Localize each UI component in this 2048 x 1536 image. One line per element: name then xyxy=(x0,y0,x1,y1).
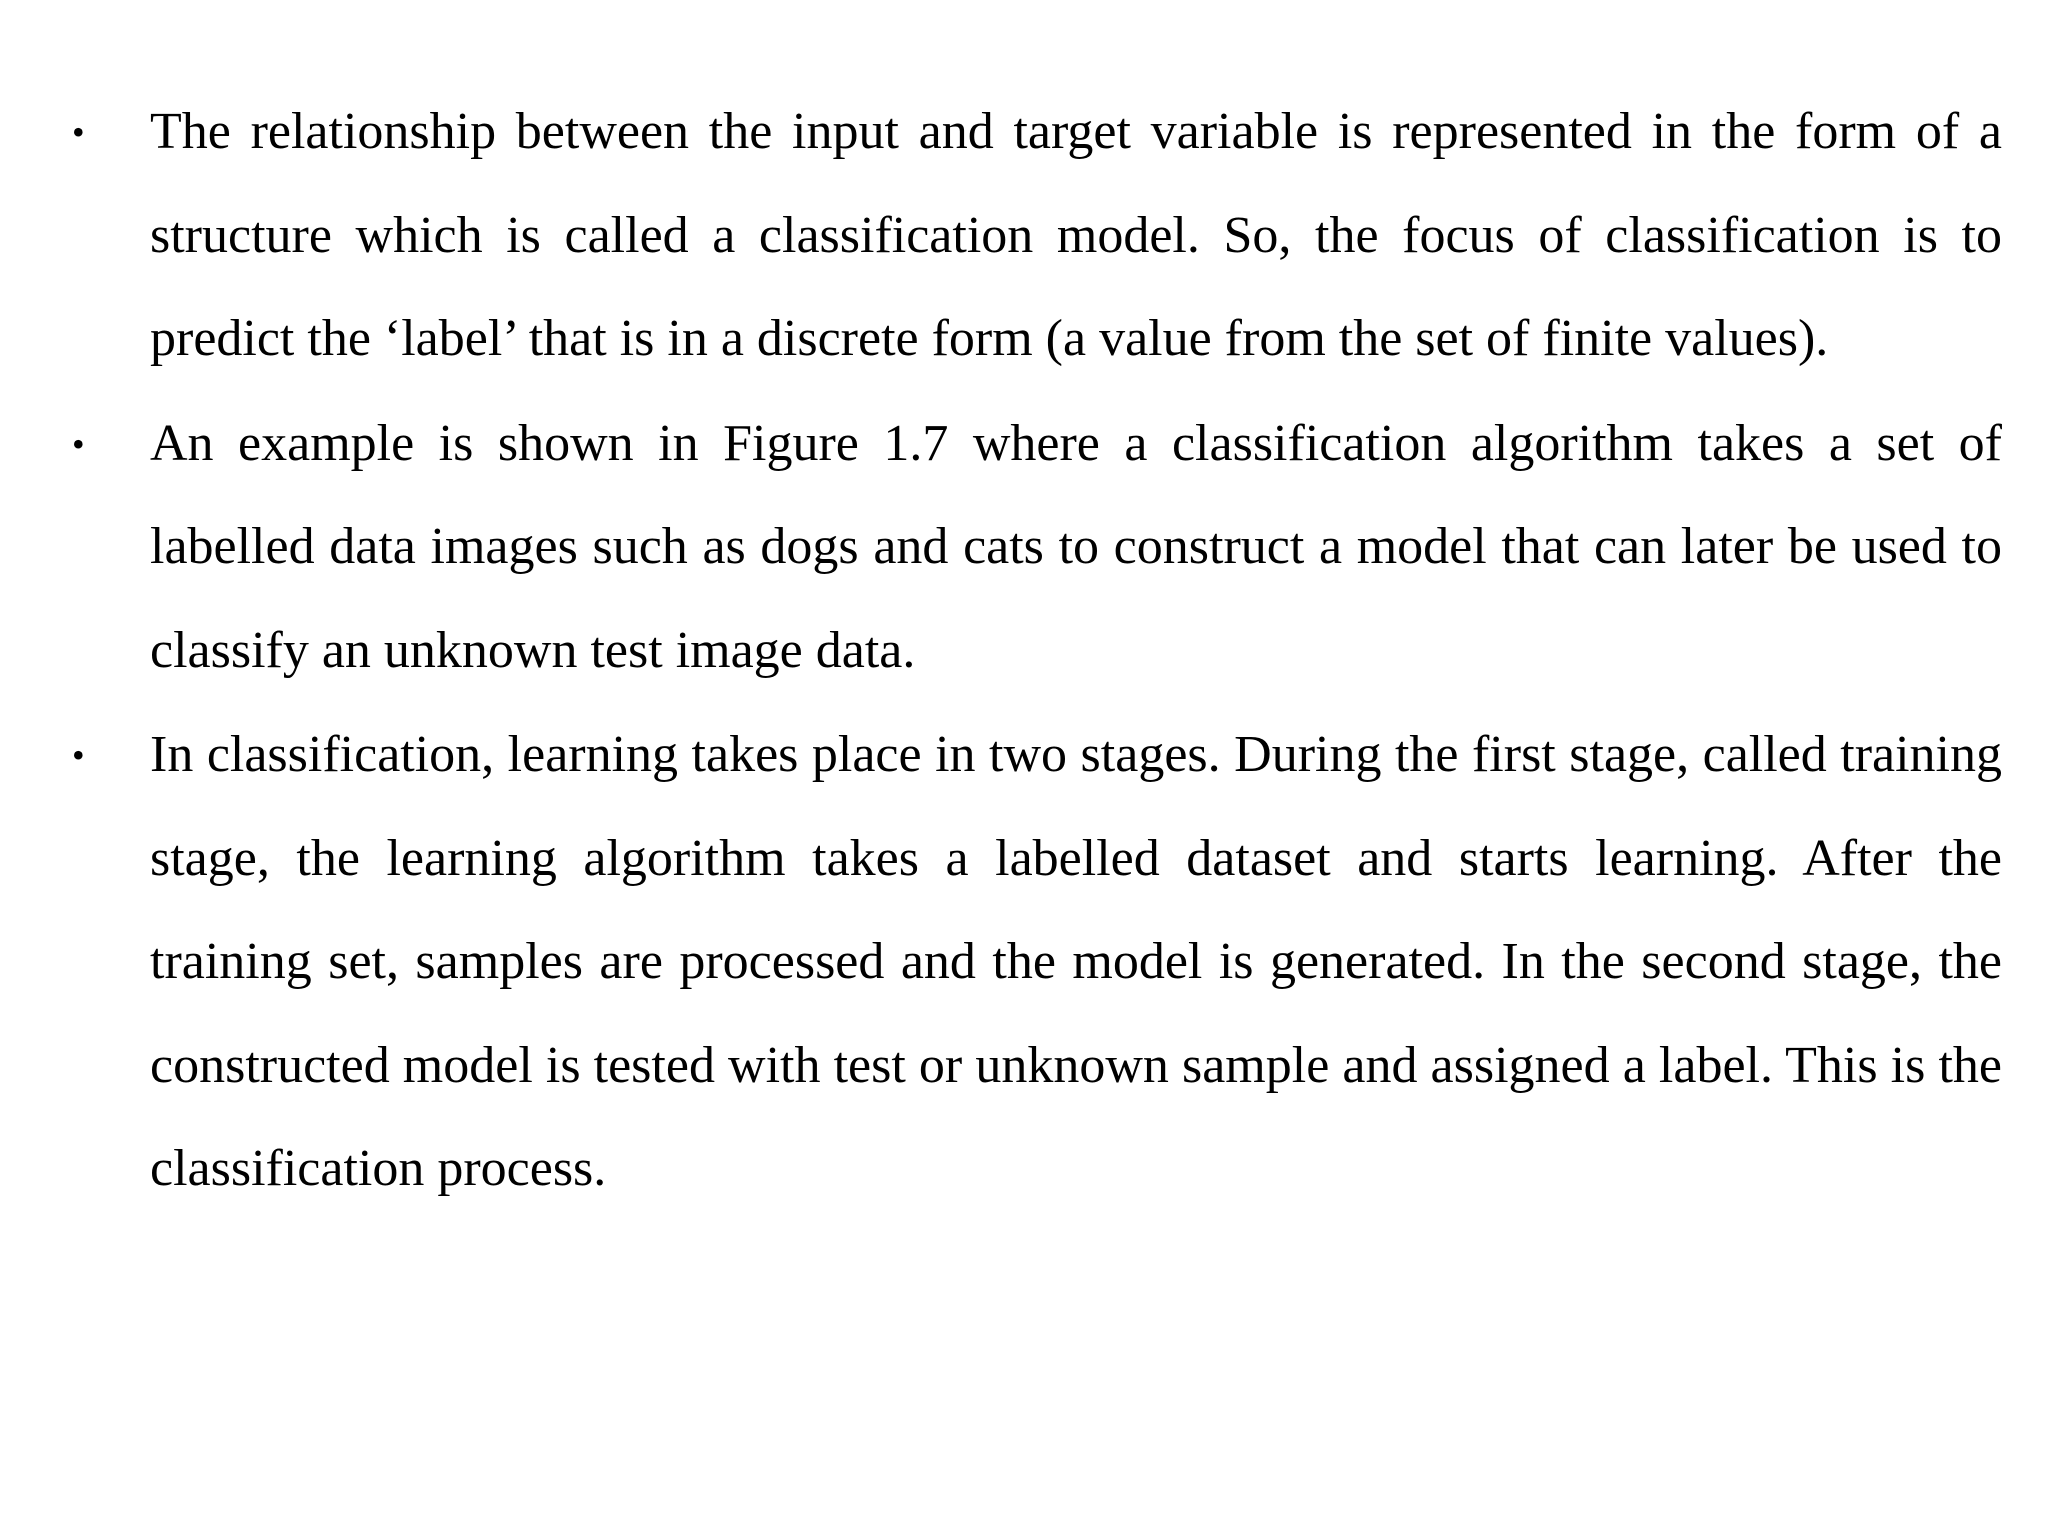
bullet-list xyxy=(70,80,2002,1221)
bullet-text-3: In classification, learning takes place in two stages. During the first stage, called training stage, the learning algorithm takes a labelled dataset and starts learning. After the training set, samples are processed and the model is generated. In the second stage, the constructed model is tested with test or unknown sample and assigned a label. This is the classification process. xyxy=(150,726,2002,1197)
bullet-item-2 xyxy=(70,392,2002,703)
bullet-marker: • xyxy=(72,423,85,464)
bullet-text-1: The relationship between the input and target variable is represented in the form of a structure which is called a classification model. So, the focus of classification is to predict the ‘label’ that is in a discrete form (a value from the set of finite values). xyxy=(150,103,2002,367)
bullet-marker: • xyxy=(72,112,85,152)
bullet-text-2: An example is shown in Figure 1.7 where a classification algorithm takes a set of labelled data images such as dogs and cats to construct a model that can later be used to classify an unknown test image data. xyxy=(150,414,2002,679)
bullet-item-3 xyxy=(70,703,2002,1221)
bullet-item-1 xyxy=(70,80,2002,391)
bullet-marker: • xyxy=(72,735,85,775)
